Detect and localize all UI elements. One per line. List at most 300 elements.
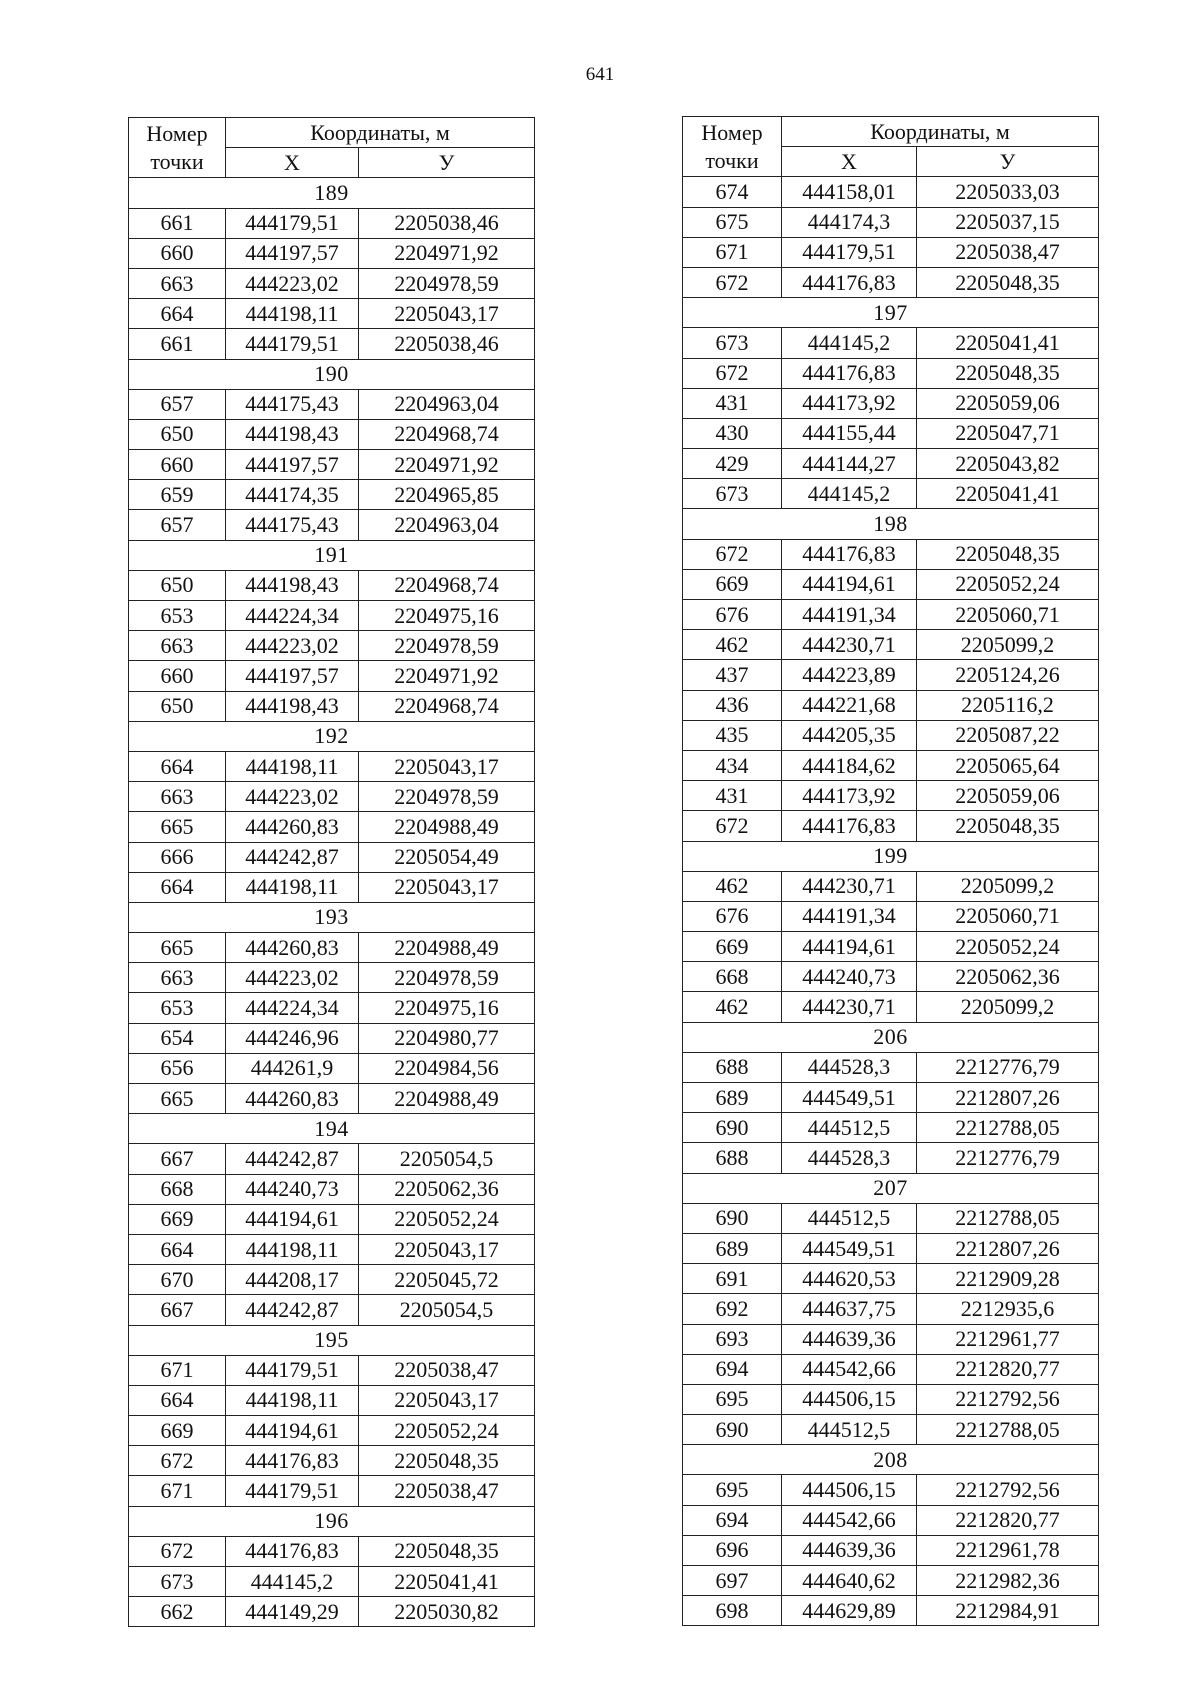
coordinates-table-body xyxy=(683,117,1099,1626)
point-number-cell: 692 xyxy=(683,1294,782,1324)
point-number-cell: 690 xyxy=(683,1415,782,1445)
x-coordinate-cell: 444639,36 xyxy=(782,1535,917,1565)
y-coordinate-cell: 2205099,2 xyxy=(917,871,1099,901)
table-row xyxy=(129,751,535,781)
y-coordinate-cell: 2212788,05 xyxy=(917,1415,1099,1445)
y-coordinate-cell: 2204978,59 xyxy=(359,631,535,661)
x-coordinate-cell: 444175,43 xyxy=(226,389,359,419)
group-row xyxy=(129,178,535,208)
x-coordinate-cell: 444221,68 xyxy=(782,690,917,720)
x-coordinate-cell: 444224,34 xyxy=(226,601,359,631)
y-coordinate-cell: 2204978,59 xyxy=(359,782,535,812)
y-coordinate-cell: 2205043,17 xyxy=(359,872,535,902)
table-row xyxy=(683,1354,1099,1384)
point-number-cell: 689 xyxy=(683,1083,782,1113)
point-number-cell: 670 xyxy=(129,1265,226,1295)
x-coordinate-cell: 444240,73 xyxy=(226,1174,359,1204)
x-coordinate-cell: 444198,43 xyxy=(226,691,359,721)
point-number-cell: 665 xyxy=(129,933,226,963)
group-row xyxy=(683,509,1099,539)
point-number-cell: 429 xyxy=(683,449,782,479)
header-row xyxy=(129,118,535,148)
table-row xyxy=(683,630,1099,660)
table-row xyxy=(683,1052,1099,1082)
x-coordinate-cell: 444184,62 xyxy=(782,750,917,780)
x-coordinate-cell: 444208,17 xyxy=(226,1265,359,1295)
y-coordinate-cell: 2205041,41 xyxy=(917,479,1099,509)
table-row xyxy=(683,1203,1099,1233)
y-coordinate-cell: 2205041,41 xyxy=(917,328,1099,358)
table-row xyxy=(683,237,1099,267)
table-row xyxy=(683,1384,1099,1414)
y-coordinate-cell: 2205043,17 xyxy=(359,751,535,781)
table-row xyxy=(683,871,1099,901)
y-coordinate-cell: 2205052,24 xyxy=(917,932,1099,962)
y-coordinate-cell: 2204988,49 xyxy=(359,933,535,963)
table-row xyxy=(683,1294,1099,1324)
y-coordinate-cell: 2204984,56 xyxy=(359,1053,535,1083)
point-number-cell: 672 xyxy=(129,1536,226,1566)
point-number-cell: 659 xyxy=(129,480,226,510)
x-coordinate-cell: 444191,34 xyxy=(782,600,917,630)
point-number-cell: 434 xyxy=(683,750,782,780)
x-coordinate-cell: 444176,83 xyxy=(226,1446,359,1476)
table-row xyxy=(683,781,1099,811)
point-number-cell: 650 xyxy=(129,570,226,600)
coordinates-table-right xyxy=(682,116,1099,1626)
y-coordinate-cell: 2212788,05 xyxy=(917,1113,1099,1143)
x-coordinate-cell: 444260,83 xyxy=(226,933,359,963)
x-coordinate-cell: 444506,15 xyxy=(782,1384,917,1414)
coordinates-header: Координаты, м xyxy=(782,117,1099,147)
point-number-cell: 664 xyxy=(129,299,226,329)
table-row xyxy=(683,267,1099,297)
y-coordinate-cell: 2205060,71 xyxy=(917,901,1099,931)
x-coordinate-cell: 444176,83 xyxy=(782,358,917,388)
x-coordinate-cell: 444144,27 xyxy=(782,449,917,479)
y-coordinate-cell: 2205043,17 xyxy=(359,1385,535,1415)
y-coordinate-cell: 2212792,56 xyxy=(917,1475,1099,1505)
y-coordinate-cell: 2205038,46 xyxy=(359,208,535,238)
point-number-cell: 665 xyxy=(129,812,226,842)
x-coordinate-cell: 444176,83 xyxy=(782,267,917,297)
table-row xyxy=(129,842,535,872)
x-coordinate-cell: 444512,5 xyxy=(782,1415,917,1445)
y-coordinate-cell: 2205038,47 xyxy=(917,237,1099,267)
point-number-cell: 696 xyxy=(683,1535,782,1565)
table-row xyxy=(129,933,535,963)
contour-number: 194 xyxy=(129,1114,535,1144)
y-coordinate-cell: 2212776,79 xyxy=(917,1052,1099,1082)
table-row xyxy=(683,1113,1099,1143)
x-coordinate-cell: 444223,02 xyxy=(226,963,359,993)
point-number-cell: 672 xyxy=(683,811,782,841)
y-coordinate-cell: 2212792,56 xyxy=(917,1384,1099,1414)
table-row xyxy=(683,479,1099,509)
x-coordinate-cell: 444640,62 xyxy=(782,1566,917,1596)
x-coordinate-cell: 444173,92 xyxy=(782,388,917,418)
y-coordinate-cell: 2204975,16 xyxy=(359,601,535,631)
point-number-header xyxy=(129,118,226,178)
point-number-cell: 673 xyxy=(683,479,782,509)
point-number-cell: 665 xyxy=(129,1084,226,1114)
table-row xyxy=(129,268,535,298)
table-row xyxy=(129,1174,535,1204)
table-row xyxy=(683,177,1099,207)
point-number-cell: 462 xyxy=(683,630,782,660)
contour-number: 197 xyxy=(683,298,1099,328)
y-coordinate-cell: 2205099,2 xyxy=(917,630,1099,660)
x-coordinate-cell: 444246,96 xyxy=(226,1023,359,1053)
y-coordinate-cell: 2204963,04 xyxy=(359,510,535,540)
table-row xyxy=(129,661,535,691)
point-number-cell: 661 xyxy=(129,208,226,238)
point-number-header-line1: Номер xyxy=(146,120,208,146)
table-row xyxy=(683,932,1099,962)
point-number-cell: 664 xyxy=(129,872,226,902)
point-number-cell: 668 xyxy=(683,962,782,992)
x-coordinate-cell: 444260,83 xyxy=(226,812,359,842)
x-coordinate-cell: 444197,57 xyxy=(226,238,359,268)
table-row xyxy=(129,1023,535,1053)
coordinates-table-left xyxy=(128,117,535,1627)
table-row xyxy=(129,480,535,510)
y-coordinate-cell: 2212788,05 xyxy=(917,1203,1099,1233)
x-coordinate-cell: 444179,51 xyxy=(226,1355,359,1385)
x-coordinate-cell: 444242,87 xyxy=(226,1144,359,1174)
x-coordinate-cell: 444194,61 xyxy=(226,1204,359,1234)
table-row xyxy=(129,631,535,661)
table-row xyxy=(129,1053,535,1083)
point-number-cell: 690 xyxy=(683,1203,782,1233)
x-coordinate-cell: 444198,11 xyxy=(226,299,359,329)
point-number-cell: 662 xyxy=(129,1597,226,1627)
y-coordinate-cell: 2205048,35 xyxy=(917,811,1099,841)
y-coordinate-cell: 2212961,78 xyxy=(917,1535,1099,1565)
group-row xyxy=(129,1114,535,1144)
x-coordinate-cell: 444197,57 xyxy=(226,661,359,691)
y-coordinate-cell: 2204975,16 xyxy=(359,993,535,1023)
y-coordinate-cell: 2212982,36 xyxy=(917,1566,1099,1596)
table-row xyxy=(683,720,1099,750)
y-coordinate-cell: 2205054,5 xyxy=(359,1295,535,1325)
point-number-cell: 676 xyxy=(683,901,782,931)
table-row xyxy=(683,811,1099,841)
table-row xyxy=(129,299,535,329)
y-coordinate-cell: 2212984,91 xyxy=(917,1596,1099,1626)
group-row xyxy=(683,298,1099,328)
x-coordinate-cell: 444176,83 xyxy=(226,1536,359,1566)
y-coordinate-cell: 2204965,85 xyxy=(359,480,535,510)
y-coordinate-cell: 2205030,82 xyxy=(359,1597,535,1627)
x-coordinate-cell: 444639,36 xyxy=(782,1324,917,1354)
x-coordinate-cell: 444191,34 xyxy=(782,901,917,931)
y-coordinate-cell: 2212961,77 xyxy=(917,1324,1099,1354)
x-coordinate-cell: 444528,3 xyxy=(782,1143,917,1173)
y-coordinate-cell: 2204978,59 xyxy=(359,268,535,298)
point-number-cell: 669 xyxy=(683,932,782,962)
table-row xyxy=(683,1535,1099,1565)
y-coordinate-cell: 2205048,35 xyxy=(359,1536,535,1566)
point-number-cell: 660 xyxy=(129,661,226,691)
y-coordinate-cell: 2204971,92 xyxy=(359,450,535,480)
table-row xyxy=(683,1083,1099,1113)
point-number-cell: 667 xyxy=(129,1144,226,1174)
point-number-cell: 689 xyxy=(683,1233,782,1263)
y-coordinate-cell: 2205038,47 xyxy=(359,1355,535,1385)
x-coordinate-cell: 444158,01 xyxy=(782,177,917,207)
point-number-cell: 650 xyxy=(129,419,226,449)
header-row xyxy=(683,117,1099,147)
table-row xyxy=(129,1144,535,1174)
x-coordinate-cell: 444179,51 xyxy=(782,237,917,267)
table-row xyxy=(129,1597,535,1627)
y-coordinate-cell: 2204978,59 xyxy=(359,963,535,993)
point-number-cell: 671 xyxy=(129,1355,226,1385)
x-coordinate-cell: 444194,61 xyxy=(782,569,917,599)
y-coordinate-cell: 2204968,74 xyxy=(359,691,535,721)
point-number-cell: 672 xyxy=(683,267,782,297)
table-row xyxy=(129,329,535,359)
point-number-cell: 695 xyxy=(683,1384,782,1414)
y-coordinate-cell: 2204968,74 xyxy=(359,419,535,449)
x-coordinate-cell: 444512,5 xyxy=(782,1203,917,1233)
y-coordinate-cell: 2212935,6 xyxy=(917,1294,1099,1324)
x-coordinate-cell: 444176,83 xyxy=(782,539,917,569)
point-number-cell: 664 xyxy=(129,1385,226,1415)
table-row xyxy=(129,1295,535,1325)
contour-number: 207 xyxy=(683,1173,1099,1203)
table-row xyxy=(129,691,535,721)
contour-number: 208 xyxy=(683,1445,1099,1475)
table-row xyxy=(129,1084,535,1114)
point-number-cell: 672 xyxy=(683,539,782,569)
point-number-cell: 663 xyxy=(129,782,226,812)
y-column-header: У xyxy=(917,147,1099,177)
contour-number: 190 xyxy=(129,359,535,389)
group-row xyxy=(129,902,535,932)
group-row xyxy=(129,359,535,389)
point-number-cell: 693 xyxy=(683,1324,782,1354)
x-coordinate-cell: 444542,66 xyxy=(782,1354,917,1384)
contour-number: 206 xyxy=(683,1022,1099,1052)
table-row xyxy=(129,510,535,540)
contour-number: 199 xyxy=(683,841,1099,871)
point-number-cell: 671 xyxy=(683,237,782,267)
table-row xyxy=(683,207,1099,237)
y-coordinate-cell: 2205048,35 xyxy=(917,267,1099,297)
point-number-cell: 431 xyxy=(683,781,782,811)
x-coordinate-cell: 444240,73 xyxy=(782,962,917,992)
x-coordinate-cell: 444224,34 xyxy=(226,993,359,1023)
x-coordinate-cell: 444261,9 xyxy=(226,1053,359,1083)
table-row xyxy=(683,962,1099,992)
coordinates-table-body xyxy=(129,118,535,1627)
y-coordinate-cell: 2212776,79 xyxy=(917,1143,1099,1173)
table-row xyxy=(683,600,1099,630)
y-coordinate-cell: 2204963,04 xyxy=(359,389,535,419)
table-row xyxy=(129,1536,535,1566)
coordinates-header: Координаты, м xyxy=(226,118,535,148)
point-number-header-line2: точки xyxy=(705,147,759,173)
table-row xyxy=(683,1505,1099,1535)
x-column-header: Х xyxy=(226,148,359,178)
y-coordinate-cell: 2204988,49 xyxy=(359,812,535,842)
table-row xyxy=(683,1143,1099,1173)
point-number-cell: 653 xyxy=(129,601,226,631)
point-number-cell: 437 xyxy=(683,660,782,690)
y-coordinate-cell: 2205116,2 xyxy=(917,690,1099,720)
y-coordinate-cell: 2205059,06 xyxy=(917,781,1099,811)
point-number-cell: 694 xyxy=(683,1354,782,1384)
y-coordinate-cell: 2204988,49 xyxy=(359,1084,535,1114)
contour-number: 196 xyxy=(129,1506,535,1536)
x-coordinate-cell: 444155,44 xyxy=(782,418,917,448)
y-coordinate-cell: 2205048,35 xyxy=(917,539,1099,569)
y-coordinate-cell: 2205062,36 xyxy=(359,1174,535,1204)
point-number-cell: 664 xyxy=(129,1234,226,1264)
x-coordinate-cell: 444223,02 xyxy=(226,268,359,298)
x-coordinate-cell: 444629,89 xyxy=(782,1596,917,1626)
table-row xyxy=(129,1265,535,1295)
y-coordinate-cell: 2205060,71 xyxy=(917,600,1099,630)
point-number-cell: 663 xyxy=(129,963,226,993)
x-coordinate-cell: 444175,43 xyxy=(226,510,359,540)
x-coordinate-cell: 444230,71 xyxy=(782,871,917,901)
table-row xyxy=(129,1234,535,1264)
table-row xyxy=(683,328,1099,358)
y-coordinate-cell: 2204971,92 xyxy=(359,661,535,691)
point-number-cell: 673 xyxy=(683,328,782,358)
x-coordinate-cell: 444242,87 xyxy=(226,1295,359,1325)
point-number-cell: 663 xyxy=(129,631,226,661)
point-number-cell: 654 xyxy=(129,1023,226,1053)
table-row xyxy=(683,992,1099,1022)
table-row xyxy=(683,1324,1099,1354)
table-row xyxy=(129,1385,535,1415)
y-coordinate-cell: 2205041,41 xyxy=(359,1567,535,1597)
point-number-cell: 669 xyxy=(683,569,782,599)
table-row xyxy=(129,570,535,600)
group-row xyxy=(683,1173,1099,1203)
contour-number: 192 xyxy=(129,721,535,751)
point-number-cell: 691 xyxy=(683,1264,782,1294)
x-coordinate-cell: 444197,57 xyxy=(226,450,359,480)
point-number-cell: 697 xyxy=(683,1566,782,1596)
table-row xyxy=(129,208,535,238)
point-number-cell: 675 xyxy=(683,207,782,237)
point-number-cell: 661 xyxy=(129,329,226,359)
x-coordinate-cell: 444145,2 xyxy=(226,1567,359,1597)
y-coordinate-cell: 2205038,46 xyxy=(359,329,535,359)
x-coordinate-cell: 444198,11 xyxy=(226,872,359,902)
point-number-cell: 674 xyxy=(683,177,782,207)
point-number-cell: 688 xyxy=(683,1143,782,1173)
table-row xyxy=(129,1446,535,1476)
table-row xyxy=(129,389,535,419)
table-row xyxy=(129,812,535,842)
table-row xyxy=(129,782,535,812)
y-column-header: У xyxy=(359,148,535,178)
contour-number: 195 xyxy=(129,1325,535,1355)
table-row xyxy=(683,358,1099,388)
y-coordinate-cell: 2205043,82 xyxy=(917,449,1099,479)
x-coordinate-cell: 444528,3 xyxy=(782,1052,917,1082)
group-row xyxy=(683,1022,1099,1052)
table-row xyxy=(683,750,1099,780)
point-number-cell: 668 xyxy=(129,1174,226,1204)
table-row xyxy=(683,1415,1099,1445)
x-coordinate-cell: 444637,75 xyxy=(782,1294,917,1324)
point-number-cell: 431 xyxy=(683,388,782,418)
point-number-cell: 667 xyxy=(129,1295,226,1325)
table-row xyxy=(683,1596,1099,1626)
y-coordinate-cell: 2212820,77 xyxy=(917,1354,1099,1384)
point-number-cell: 462 xyxy=(683,992,782,1022)
x-coordinate-cell: 444506,15 xyxy=(782,1475,917,1505)
x-coordinate-cell: 444198,43 xyxy=(226,419,359,449)
y-coordinate-cell: 2205052,24 xyxy=(359,1416,535,1446)
table-row xyxy=(129,1567,535,1597)
x-column-header: Х xyxy=(782,147,917,177)
contour-number: 193 xyxy=(129,902,535,932)
x-coordinate-cell: 444173,92 xyxy=(782,781,917,811)
y-coordinate-cell: 2205048,35 xyxy=(917,358,1099,388)
table-row xyxy=(683,539,1099,569)
table-row xyxy=(129,1416,535,1446)
table-row xyxy=(129,238,535,268)
x-coordinate-cell: 444145,2 xyxy=(782,479,917,509)
point-number-cell: 653 xyxy=(129,993,226,1023)
x-coordinate-cell: 444620,53 xyxy=(782,1264,917,1294)
table-row xyxy=(683,449,1099,479)
point-number-cell: 671 xyxy=(129,1476,226,1506)
table-row xyxy=(683,660,1099,690)
point-number-cell: 650 xyxy=(129,691,226,721)
y-coordinate-cell: 2205048,35 xyxy=(359,1446,535,1476)
x-coordinate-cell: 444149,29 xyxy=(226,1597,359,1627)
table-row xyxy=(683,1475,1099,1505)
page-number: 641 xyxy=(585,64,615,85)
group-row xyxy=(683,1445,1099,1475)
point-number-cell: 656 xyxy=(129,1053,226,1083)
x-coordinate-cell: 444179,51 xyxy=(226,1476,359,1506)
table-row xyxy=(683,1264,1099,1294)
y-coordinate-cell: 2205062,36 xyxy=(917,962,1099,992)
x-coordinate-cell: 444223,02 xyxy=(226,631,359,661)
y-coordinate-cell: 2205065,64 xyxy=(917,750,1099,780)
y-coordinate-cell: 2205033,03 xyxy=(917,177,1099,207)
x-coordinate-cell: 444542,66 xyxy=(782,1505,917,1535)
contour-number: 189 xyxy=(129,178,535,208)
table-row xyxy=(129,1204,535,1234)
point-number-cell: 676 xyxy=(683,600,782,630)
contour-number: 198 xyxy=(683,509,1099,539)
table-row xyxy=(129,1355,535,1385)
y-coordinate-cell: 2205059,06 xyxy=(917,388,1099,418)
point-number-cell: 430 xyxy=(683,418,782,448)
y-coordinate-cell: 2204971,92 xyxy=(359,238,535,268)
point-number-cell: 436 xyxy=(683,690,782,720)
y-coordinate-cell: 2204968,74 xyxy=(359,570,535,600)
point-number-cell: 462 xyxy=(683,871,782,901)
x-coordinate-cell: 444512,5 xyxy=(782,1113,917,1143)
x-coordinate-cell: 444198,11 xyxy=(226,1234,359,1264)
table-row xyxy=(129,1476,535,1506)
x-coordinate-cell: 444179,51 xyxy=(226,208,359,238)
table-row xyxy=(129,872,535,902)
x-coordinate-cell: 444260,83 xyxy=(226,1084,359,1114)
